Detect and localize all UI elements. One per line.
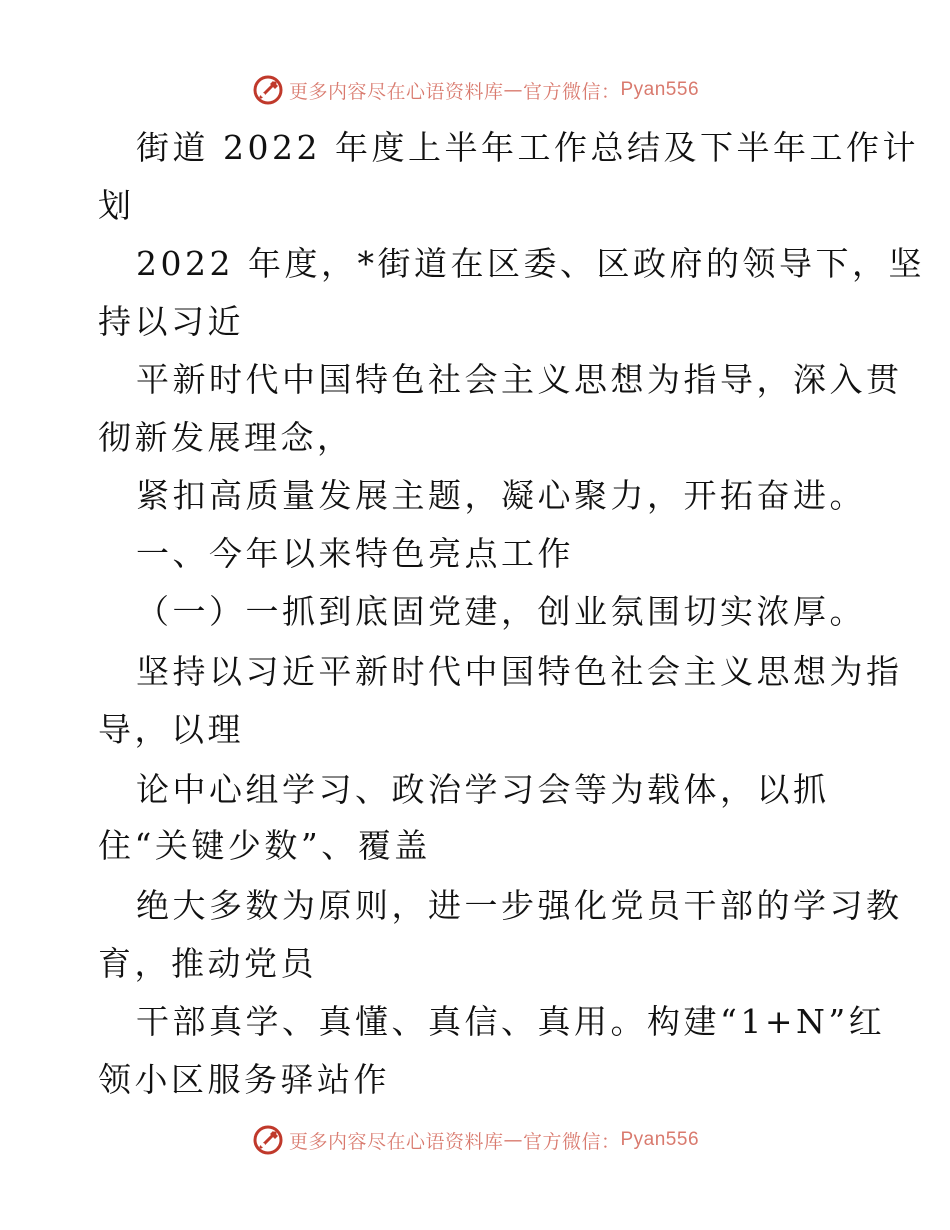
doc-title-line-2: 划 (98, 186, 135, 225)
doc-title-line-1: 街道 2022 年度上半年工作总结及下半年工作计 (136, 128, 919, 167)
doc-line: 住“关键少数”、覆盖 (98, 826, 431, 865)
doc-line: 持以习近 (98, 302, 244, 341)
doc-line: 干部真学、真懂、真信、真用。构建“1+N”红 (136, 1002, 886, 1041)
watermark-label: 官方微信： (522, 1130, 621, 1153)
watermark-text: 更多内容尽在心语资料库 (288, 1130, 504, 1153)
watermark-separator: — (503, 79, 523, 101)
watermark-text: 更多内容尽在心语资料库 (288, 80, 504, 103)
doc-line: 平新时代中国特色社会主义思想为指导，深入贯 (136, 360, 903, 399)
doc-line: 坚持以习近平新时代中国特色社会主义思想为指 (136, 652, 903, 691)
doc-line: 绝大多数为原则，进一步强化党员干部的学习教 (136, 886, 903, 925)
doc-line: 彻新发展理念， (98, 418, 354, 457)
pen-logo-icon (251, 73, 285, 107)
watermark-footer (0, 1120, 950, 1160)
doc-line: 育，推动党员 (98, 944, 317, 983)
doc-line: 2022 年度，*街道在区委、区政府的领导下，坚 (136, 244, 925, 283)
watermark-separator: — (503, 1129, 523, 1151)
watermark-label: 官方微信： (522, 80, 621, 103)
doc-line: 导，以理 (98, 710, 244, 749)
pen-logo-icon (251, 1123, 285, 1157)
subsection-heading: （一）一抓到底固党建，创业氛围切实浓厚。 (136, 592, 866, 631)
watermark-id: Pyan556 (620, 1129, 700, 1150)
doc-line: 论中心组学习、政治学习会等为载体，以抓 (136, 770, 830, 809)
watermark-id: Pyan556 (620, 79, 700, 100)
doc-line: 领小区服务驿站作 (98, 1060, 390, 1099)
section-heading: 一、今年以来特色亮点工作 (136, 534, 574, 573)
doc-line: 紧扣高质量发展主题，凝心聚力，开拓奋进。 (136, 476, 866, 515)
watermark-header (0, 70, 950, 110)
